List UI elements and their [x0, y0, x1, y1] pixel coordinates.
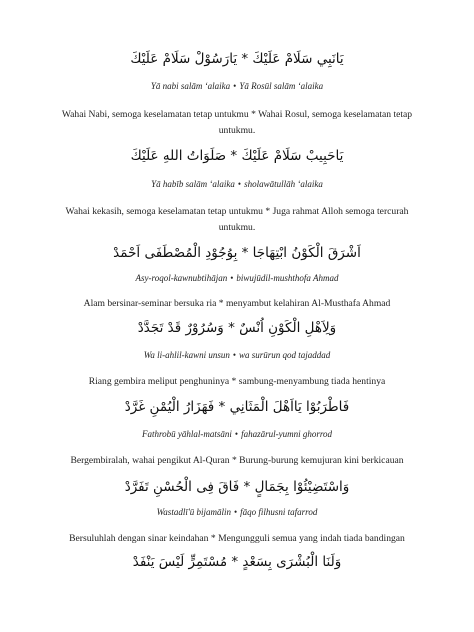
- transliteration-6a: Wastadlī'ū bijamālin: [156, 507, 231, 517]
- transliteration-5a: Fathrobū yāhlal-matsāni: [142, 429, 232, 439]
- arabic-verse-6: وَاسْتَضِيْئُوْا بِجَمَالٍ * فَاقَ فِى الْحُسْنِ تَفَرَّدْ: [124, 479, 350, 495]
- translation-5: Bergembiralah, wahai pengikut Al-Quran * Burung-burung kemujuran kini berkicauan: [70, 455, 404, 466]
- arabic-verse-3: اَشْرَقَ الْكَوْنُ ابْتِهَاجَا * بِوُجُوْدِ الْمُصْطَفَى اَحْمَدْ: [113, 245, 361, 261]
- transliteration-3: Asy-roqol-kawnubtihājan • biwujūdil-mushthofa Ahmad: [135, 273, 339, 283]
- transliteration-4b: wa surūrun qod tajaddad: [239, 350, 331, 360]
- translation-6: Bersuluhlah dengan sinar keindahan * Mengungguli semua yang indah tiada bandingan: [69, 533, 405, 544]
- transliteration-3b: biwujūdil-mushthofa Ahmad: [236, 273, 339, 283]
- transliteration-4a: Wa li-ahlil-kawni unsun: [143, 350, 230, 360]
- translation-4: Riang gembira meliput penghuninya * sambung-menyambung tiada hentinya: [88, 376, 386, 387]
- arabic-verse-7: وَلَنَا الْبُشْرَى بِسَعْدٍ * مُسْتَمِرٍّ لَيْسَ يَنْفَدْ: [132, 554, 342, 570]
- translation-1: Wahai Nabi, semoga keselamatan tetap untukmu * Wahai Rosul, semoga keselamatan tetap untukmu.: [61, 109, 413, 136]
- transliteration-5b: fahazārul-yumni ghorrod: [241, 429, 332, 439]
- transliteration-2b: sholawātullāh ‘alaika: [244, 179, 323, 189]
- transliteration-6b: fāqo filhusni tafarrod: [240, 507, 318, 517]
- transliteration-1b: Yā Rosūl salām ‘alaika: [239, 81, 324, 91]
- transliteration-2a: Yā habīb salām ‘alaika: [151, 179, 235, 189]
- arabic-verse-5: فَاطْرَبُوْا يَااَهْلَ الْمَثَانِي * فَهَزَارُ الْيُمْنِ غَرَّدْ: [124, 399, 350, 415]
- transliteration-1: Yā nabi salām ‘alaika • Yā Rosūl salām ‘alaika: [150, 81, 324, 91]
- translation-2: Wahai kekasih, semoga keselamatan tetap untukmu * Juga rahmat Alloh semoga tercurah untukmu.: [65, 206, 409, 233]
- transliteration-1a: Yā nabi salām ‘alaika: [150, 81, 231, 91]
- transliteration-4: Wa li-ahlil-kawni unsun • wa surūrun qod tajaddad: [143, 350, 331, 360]
- arabic-verse-1: يَانَبِي سَلَامْ عَلَيْكَ * يَارَسُوْلْ سَلَامْ عَلَيْكَ: [130, 51, 344, 67]
- arabic-verse-4: وَلِاَهْلِ الْكَوْنِ اُنْسٌ * وَسُرُوْرٌ قَدْ تَجَدَّدْ: [137, 320, 337, 336]
- arabic-verse-2: يَاحَبِيبْ سَلَامْ عَلَيْكَ * صَلَوَاتُ اللهِ عَلَيْكَ: [130, 148, 344, 164]
- transliteration-2: Yā habīb salām ‘alaika • sholawātullāh ‘alaika: [151, 179, 323, 189]
- transliteration-6: Wastadlī'ū bijamālin • fāqo filhusni tafarrod: [156, 507, 318, 517]
- transliteration-3a: Asy-roqol-kawnubtihājan: [135, 273, 228, 283]
- translation-3: Alam bersinar-seminar bersuka ria * menyambut kelahiran Al-Musthafa Ahmad: [83, 298, 391, 309]
- transliteration-5: Fathrobū yāhlal-matsāni • fahazārul-yumni ghorrod: [142, 429, 332, 439]
